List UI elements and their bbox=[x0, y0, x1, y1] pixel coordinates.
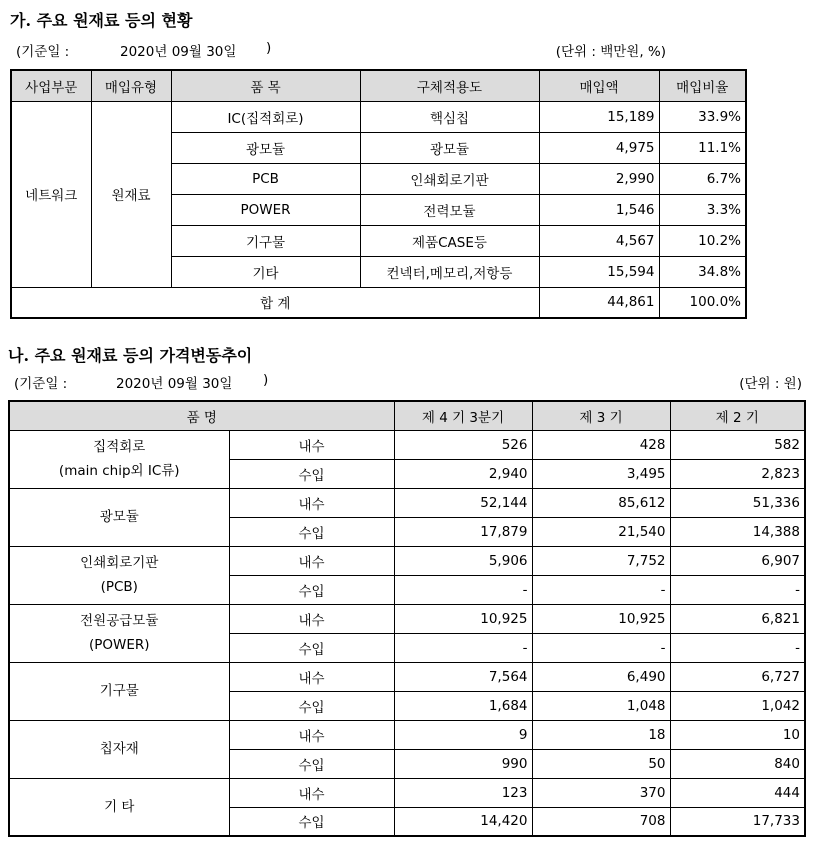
supply-type-cell: 내수 bbox=[229, 604, 394, 633]
section2-basis-date: 2020년 09월 30일 bbox=[116, 376, 233, 392]
table-row bbox=[9, 488, 805, 517]
supply-type-cell: 수입 bbox=[229, 807, 394, 836]
supply-type-cell: 내수 bbox=[229, 778, 394, 807]
price-cell: 123 bbox=[394, 778, 532, 807]
amount-cell: 4,567 bbox=[539, 225, 659, 256]
purchase-type-cell: 원재료 bbox=[91, 101, 171, 287]
item-name: 전원공급모듈 bbox=[80, 613, 159, 629]
item-cell: 광모듈 bbox=[171, 132, 360, 163]
column-header: 제 4 기 3분기 bbox=[394, 401, 532, 430]
price-cell: 9 bbox=[394, 720, 532, 749]
price-cell: - bbox=[670, 575, 805, 604]
table-header-row bbox=[9, 401, 805, 430]
item-name: 광모듈 bbox=[99, 509, 139, 525]
section1-basis-label: (기준일 : bbox=[16, 44, 70, 60]
price-cell: 1,684 bbox=[394, 691, 532, 720]
item-name-cell bbox=[9, 546, 229, 604]
price-cell: 51,336 bbox=[670, 488, 805, 517]
usage-cell: 컨넥터,메모리,저항등 bbox=[360, 256, 539, 287]
price-cell: 1,048 bbox=[532, 691, 670, 720]
total-row bbox=[11, 287, 746, 318]
price-cell: 582 bbox=[670, 430, 805, 459]
column-header: 매입유형 bbox=[91, 70, 171, 101]
amount-cell: 15,594 bbox=[539, 256, 659, 287]
item-cell: PCB bbox=[171, 163, 360, 194]
total-ratio: 100.0% bbox=[659, 287, 746, 318]
item-cell: 기구물 bbox=[171, 225, 360, 256]
section1-unit: (단위 : 백만원, %) bbox=[555, 44, 666, 60]
total-amount: 44,861 bbox=[539, 287, 659, 318]
price-cell: 85,612 bbox=[532, 488, 670, 517]
amount-cell: 1,546 bbox=[539, 194, 659, 225]
price-cell: 21,540 bbox=[532, 517, 670, 546]
ratio-cell: 3.3% bbox=[659, 194, 746, 225]
table-row bbox=[9, 430, 805, 459]
item-name-detail: (POWER) bbox=[88, 637, 150, 653]
supply-type-cell: 수입 bbox=[229, 633, 394, 662]
price-cell: 2,940 bbox=[394, 459, 532, 488]
table-row bbox=[9, 604, 805, 633]
price-cell: 50 bbox=[532, 749, 670, 778]
section1-title: 가. 주요 원재료 등의 현황 bbox=[10, 11, 193, 30]
usage-cell: 전력모듈 bbox=[360, 194, 539, 225]
price-cell: 17,733 bbox=[670, 807, 805, 836]
section1-basis-date: 2020년 09월 30일 bbox=[120, 44, 237, 60]
column-header: 매입액 bbox=[539, 70, 659, 101]
item-name: 인쇄회로기판 bbox=[80, 555, 159, 571]
price-cell: 708 bbox=[532, 807, 670, 836]
item-cell: POWER bbox=[171, 194, 360, 225]
section2-title: 나. 주요 원재료 등의 가격변동추이 bbox=[8, 346, 253, 365]
table-row bbox=[9, 720, 805, 749]
usage-cell: 인쇄회로기판 bbox=[360, 163, 539, 194]
price-cell: - bbox=[532, 633, 670, 662]
section2-basis-label: (기준일 : bbox=[14, 376, 68, 392]
price-cell: 6,821 bbox=[670, 604, 805, 633]
price-cell: 10,925 bbox=[394, 604, 532, 633]
supply-type-cell: 내수 bbox=[229, 720, 394, 749]
price-cell: - bbox=[532, 575, 670, 604]
price-cell: 17,879 bbox=[394, 517, 532, 546]
amount-cell: 2,990 bbox=[539, 163, 659, 194]
column-header: 제 2 기 bbox=[670, 401, 805, 430]
price-cell: 6,907 bbox=[670, 546, 805, 575]
item-name-cell bbox=[9, 604, 229, 662]
usage-cell: 제품CASE등 bbox=[360, 225, 539, 256]
usage-cell: 광모듈 bbox=[360, 132, 539, 163]
supply-type-cell: 내수 bbox=[229, 546, 394, 575]
table-row bbox=[11, 101, 746, 132]
item-name: 기 타 bbox=[104, 798, 135, 815]
price-cell: 5,906 bbox=[394, 546, 532, 575]
price-cell: 370 bbox=[532, 778, 670, 807]
supply-type-cell: 내수 bbox=[229, 488, 394, 517]
supply-type-cell: 수입 bbox=[229, 517, 394, 546]
table-header-row bbox=[11, 70, 746, 101]
usage-cell: 핵심칩 bbox=[360, 101, 539, 132]
column-header: 품 명 bbox=[9, 401, 394, 430]
raw-materials-status-table bbox=[10, 69, 747, 319]
price-cell: 990 bbox=[394, 749, 532, 778]
supply-type-cell: 내수 bbox=[229, 662, 394, 691]
division-cell: 네트워크 bbox=[11, 101, 91, 287]
price-cell: 2,823 bbox=[670, 459, 805, 488]
price-cell: 428 bbox=[532, 430, 670, 459]
supply-type-cell: 수입 bbox=[229, 691, 394, 720]
price-cell: - bbox=[394, 633, 532, 662]
price-cell: 52,144 bbox=[394, 488, 532, 517]
item-name: 집적회로 bbox=[93, 439, 146, 455]
price-cell: 3,495 bbox=[532, 459, 670, 488]
column-header: 사업부문 bbox=[11, 70, 91, 101]
supply-type-cell: 내수 bbox=[229, 430, 394, 459]
ratio-cell: 6.7% bbox=[659, 163, 746, 194]
amount-cell: 15,189 bbox=[539, 101, 659, 132]
supply-type-cell: 수입 bbox=[229, 749, 394, 778]
price-cell: 840 bbox=[670, 749, 805, 778]
price-cell: - bbox=[670, 633, 805, 662]
price-cell: 14,388 bbox=[670, 517, 805, 546]
column-header: 품 목 bbox=[171, 70, 360, 101]
price-cell: 14,420 bbox=[394, 807, 532, 836]
price-cell: - bbox=[394, 575, 532, 604]
price-cell: 6,727 bbox=[670, 662, 805, 691]
item-cell: IC(집적회로) bbox=[171, 101, 360, 132]
price-cell: 7,752 bbox=[532, 546, 670, 575]
item-name: 칩자재 bbox=[99, 741, 139, 757]
item-name-detail: (PCB) bbox=[100, 579, 138, 595]
ratio-cell: 10.2% bbox=[659, 225, 746, 256]
supply-type-cell: 수입 bbox=[229, 459, 394, 488]
item-name-cell bbox=[9, 778, 229, 836]
price-cell: 1,042 bbox=[670, 691, 805, 720]
price-cell: 10 bbox=[670, 720, 805, 749]
price-cell: 526 bbox=[394, 430, 532, 459]
item-name-cell bbox=[9, 430, 229, 488]
item-name: 기구물 bbox=[99, 683, 139, 699]
item-name-detail: (main chip외 IC류) bbox=[58, 463, 180, 479]
total-label: 합 계 bbox=[11, 287, 539, 318]
item-cell: 기타 bbox=[171, 256, 360, 287]
table-row bbox=[9, 662, 805, 691]
column-header: 구체적용도 bbox=[360, 70, 539, 101]
item-name-cell bbox=[9, 720, 229, 778]
section1-basis-close: ) bbox=[266, 40, 272, 56]
column-header: 매입비율 bbox=[659, 70, 746, 101]
ratio-cell: 33.9% bbox=[659, 101, 746, 132]
column-header: 제 3 기 bbox=[532, 401, 670, 430]
price-cell: 10,925 bbox=[532, 604, 670, 633]
amount-cell: 4,975 bbox=[539, 132, 659, 163]
supply-type-cell: 수입 bbox=[229, 575, 394, 604]
price-cell: 6,490 bbox=[532, 662, 670, 691]
price-cell: 18 bbox=[532, 720, 670, 749]
ratio-cell: 11.1% bbox=[659, 132, 746, 163]
section2-basis-close: ) bbox=[263, 372, 269, 388]
section2-unit: (단위 : 원) bbox=[739, 376, 802, 392]
price-cell: 7,564 bbox=[394, 662, 532, 691]
price-cell: 444 bbox=[670, 778, 805, 807]
ratio-cell: 34.8% bbox=[659, 256, 746, 287]
table-row bbox=[9, 778, 805, 807]
item-name-cell bbox=[9, 488, 229, 546]
table-row bbox=[9, 546, 805, 575]
price-trend-table bbox=[8, 400, 806, 837]
item-name-cell bbox=[9, 662, 229, 720]
